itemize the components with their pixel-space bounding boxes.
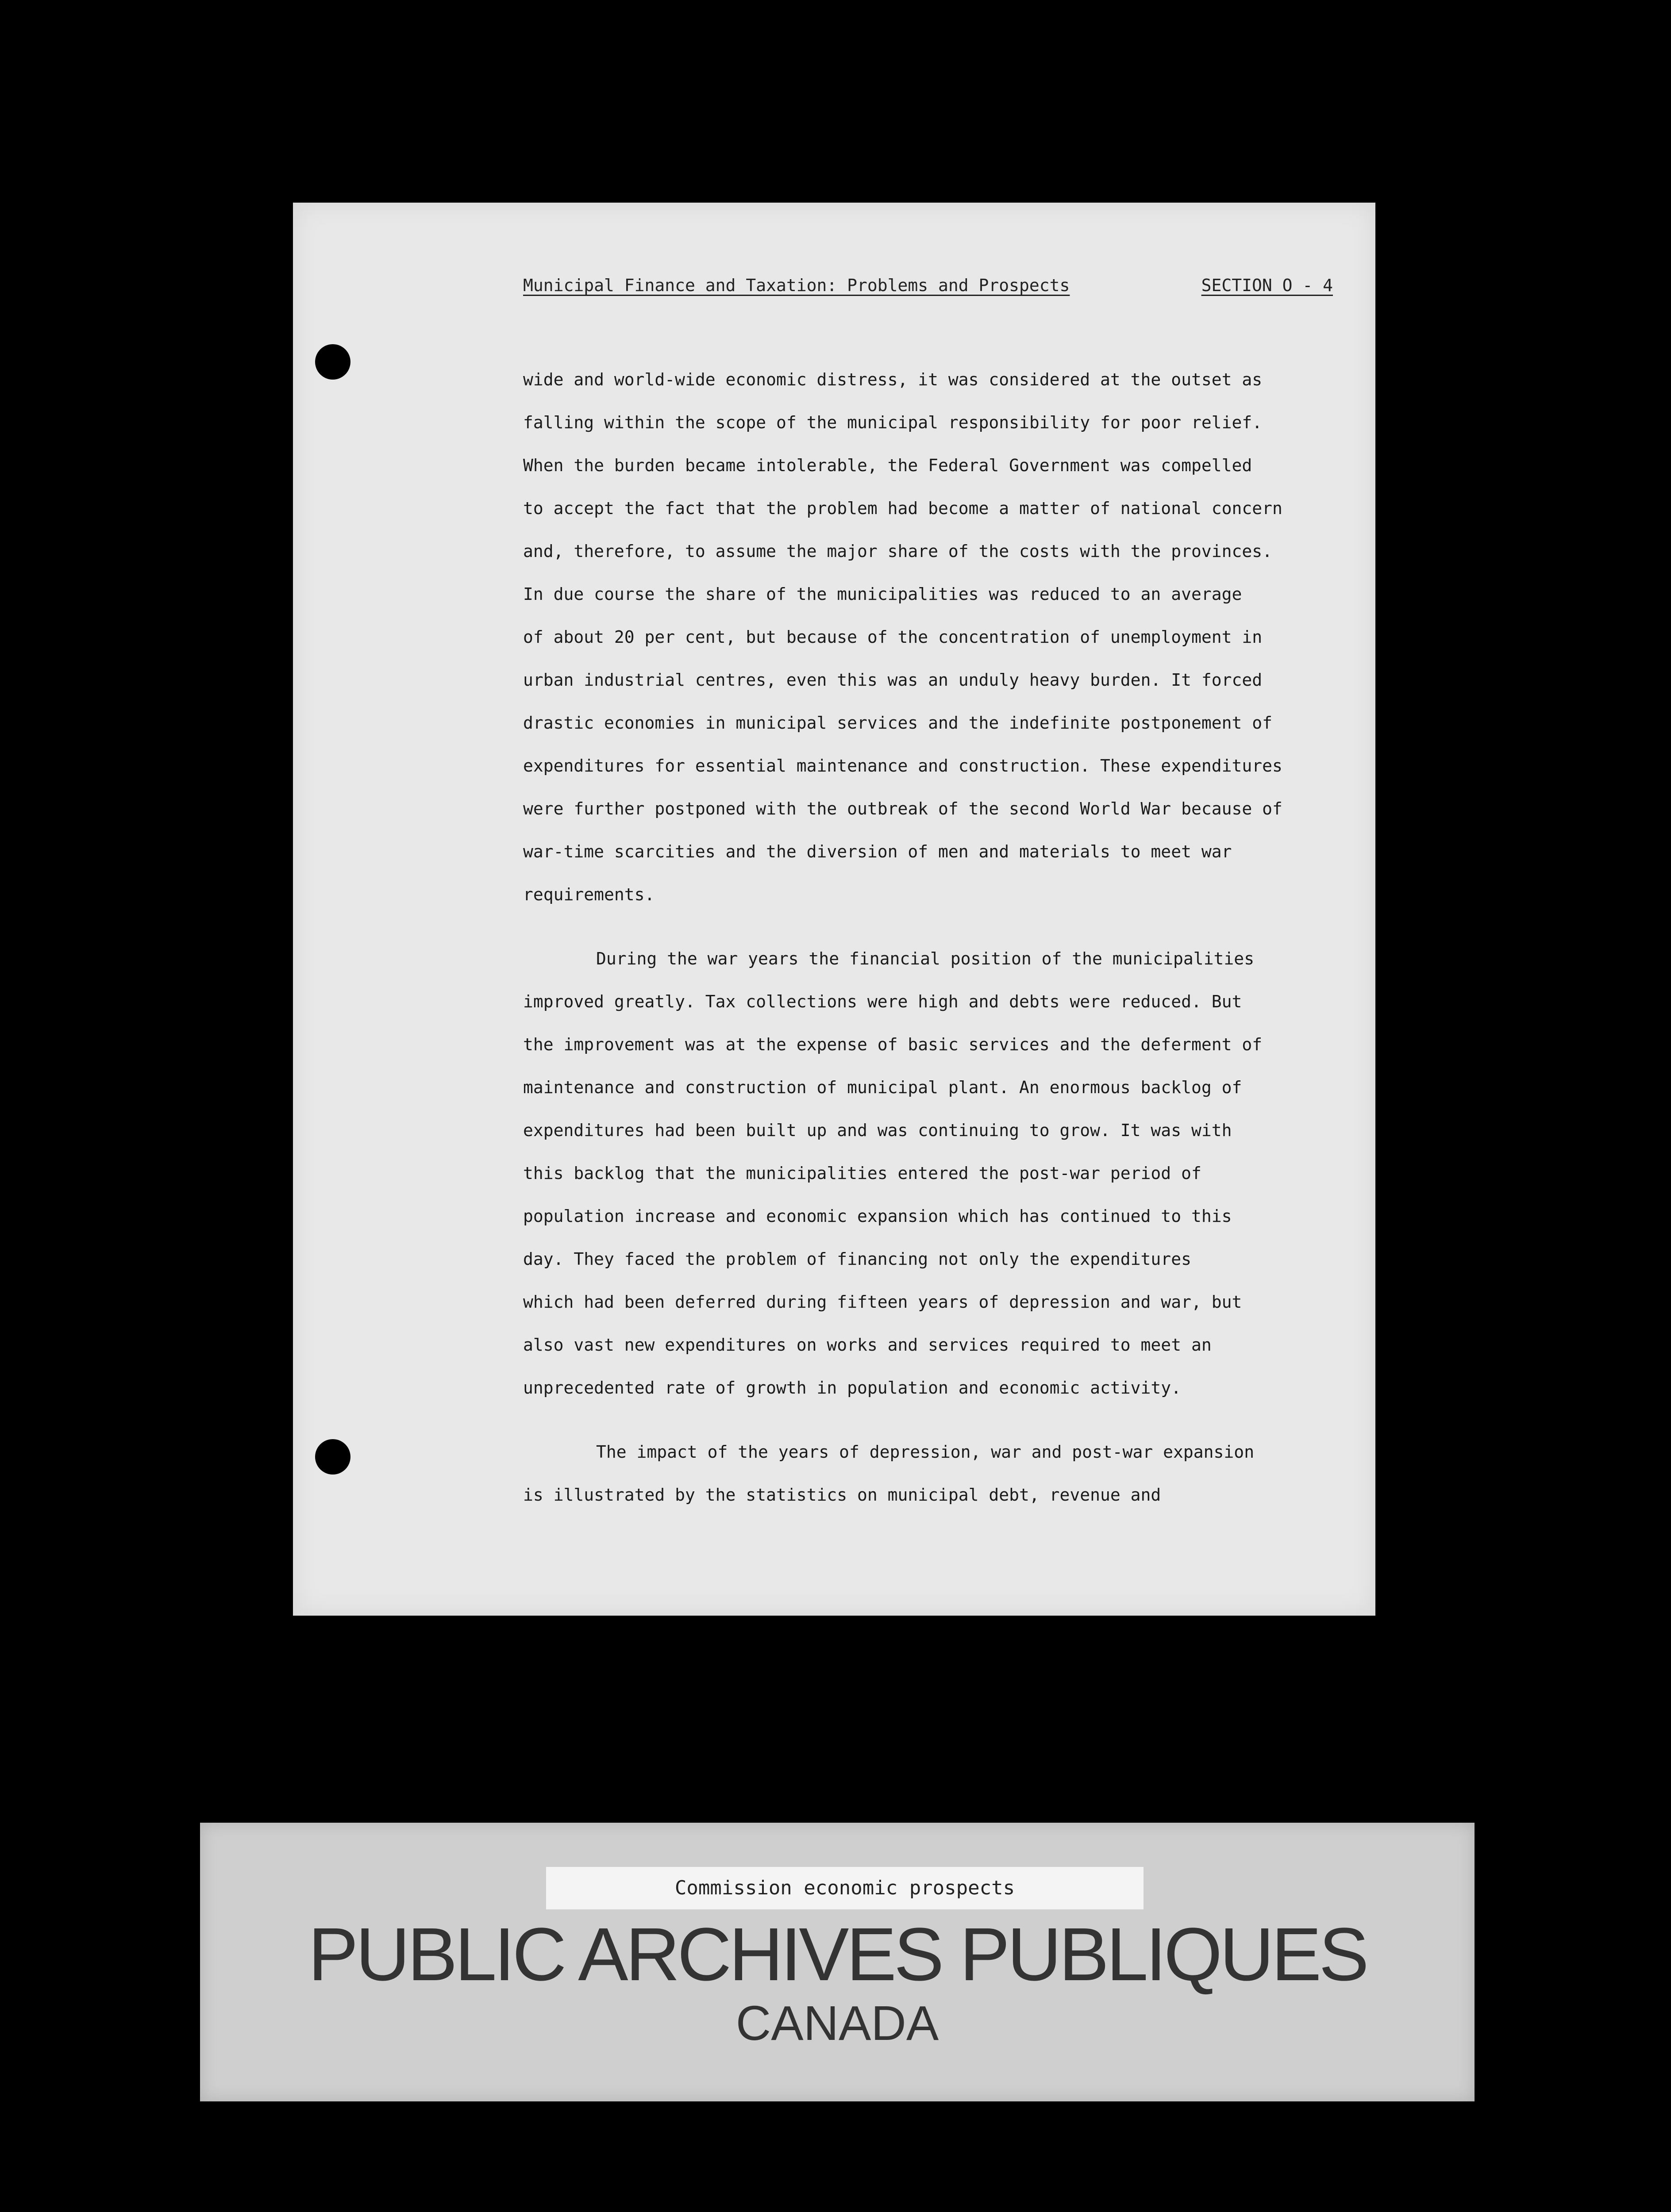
body-text (523, 358, 1346, 1517)
archive-subtitle: CANADA (735, 1996, 939, 2051)
archive-label: Commission economic prospects (546, 1867, 1144, 1909)
paragraph-gap (523, 1409, 1346, 1431)
text-line: expenditures for essential maintenance and construction. These expenditures (523, 756, 1282, 776)
text-line: to accept the fact that the problem had become a matter of national concern (523, 499, 1282, 518)
punch-hole (315, 344, 350, 380)
archive-stamp (200, 1823, 1475, 2101)
text-line: unprecedented rate of growth in population and economic activity. (523, 1378, 1182, 1398)
text-line: improved greatly. Tax collections were high and debts were reduced. But (523, 992, 1242, 1011)
text-line: which had been deferred during fifteen years of depression and war, but (523, 1292, 1242, 1312)
text-line: also vast new expenditures on works and services required to meet an (523, 1335, 1212, 1355)
text-line: urban industrial centres, even this was an unduly heavy burden. It forced (523, 670, 1263, 690)
text-line: wide and world-wide economic distress, it was considered at the outset as (523, 370, 1263, 389)
text-line: The impact of the years of depression, war and post-war expansion (596, 1442, 1255, 1462)
text-line: When the burden became intolerable, the Federal Government was compelled (523, 456, 1252, 475)
text-line: maintenance and construction of municipal plant. An enormous backlog of (523, 1078, 1242, 1097)
text-line: expenditures had been built up and was continuing to grow. It was with (523, 1121, 1232, 1140)
text-line: were further postponed with the outbreak of the second World War because of (523, 799, 1282, 818)
text-line: drastic economies in municipal services and the indefinite postponement of (523, 713, 1272, 733)
text-line: day. They faced the problem of financing not only the expenditures (523, 1249, 1191, 1269)
text-line: this backlog that the municipalities entered the post-war period of (523, 1164, 1201, 1183)
document-page (293, 203, 1375, 1616)
text-line: of about 20 per cent, but because of the concentration of unemployment in (523, 627, 1263, 647)
text-line: requirements. (523, 885, 655, 904)
page-header (523, 276, 1333, 302)
text-line: war-time scarcities and the diversion of men and materials to meet war (523, 842, 1232, 861)
text-line: is illustrated by the statistics on municipal debt, revenue and (523, 1485, 1161, 1505)
paragraph-gap (523, 916, 1346, 937)
text-line: population increase and economic expansion which has continued to this (523, 1206, 1232, 1226)
punch-hole (315, 1439, 350, 1475)
text-line: During the war years the financial position of the municipalities (596, 949, 1255, 968)
text-line: In due course the share of the municipalities was reduced to an average (523, 584, 1242, 604)
text-line: the improvement was at the expense of basic services and the deferment of (523, 1035, 1263, 1054)
header-title: Municipal Finance and Taxation: Problems and Prospects (523, 276, 1070, 295)
archive-title: PUBLIC ARCHIVES PUBLIQUES (308, 1912, 1367, 1997)
header-section: SECTION O - 4 (1201, 276, 1333, 295)
text-line: and, therefore, to assume the major share of the costs with the provinces. (523, 541, 1272, 561)
text-line: falling within the scope of the municipal responsibility for poor relief. (523, 413, 1263, 432)
